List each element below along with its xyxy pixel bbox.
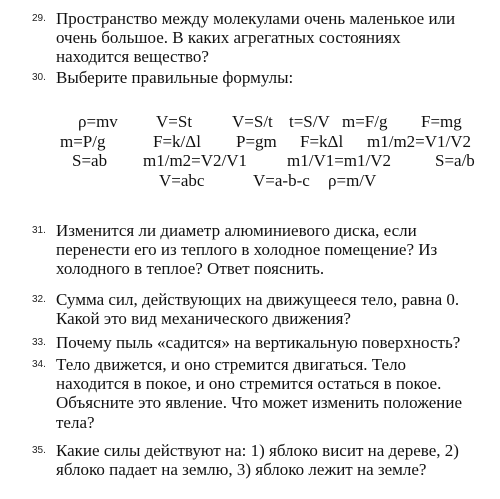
question-number: 35. <box>32 445 46 456</box>
formula-item: t=S/V <box>289 112 330 131</box>
question-line: тела? <box>56 412 95 432</box>
question-text <box>56 355 462 432</box>
formula-item: ρ=mv <box>78 112 118 131</box>
question-line: Какой это вид механического движения? <box>56 309 351 329</box>
formula-item: V=St <box>156 112 193 131</box>
question-line: находится вещество? <box>56 47 209 67</box>
formula-item: m1/m2=V2/V1 <box>143 151 248 170</box>
formula-item: V=a-b-c <box>253 170 310 190</box>
question-line: перенести его из теплого в холодное помещение? Из <box>56 240 438 260</box>
question-text <box>56 68 293 87</box>
question-line: Тело движется, и оно стремится двигаться. Тело <box>56 355 407 374</box>
formula-item: P=gm <box>236 131 277 151</box>
formula-item: F=kΔl <box>300 131 344 151</box>
question-line: очень большое. В каких агрегатных состояниях <box>56 28 401 48</box>
question-text <box>56 333 460 352</box>
question-number: 33. <box>32 337 46 348</box>
question-text <box>56 9 455 67</box>
question-text <box>56 441 459 479</box>
question-line: Изменится ли диаметр алюминиевого диска, если <box>56 221 417 240</box>
formula-item: S=a/b <box>435 151 475 170</box>
question-text <box>56 290 459 328</box>
question-line: Сумма сил, действующих на движущееся тело, равна 0. <box>56 290 460 309</box>
formula-item: S=ab <box>72 151 108 170</box>
question-number: 29. <box>32 13 46 24</box>
question-line: Почему пыль «садится» на вертикальную поверхность? <box>56 333 461 352</box>
question-number: 31. <box>32 225 46 236</box>
formula-item: ρ=m/V <box>328 170 377 190</box>
formula-item: m1/m2=V1/V2 <box>367 131 472 151</box>
question-line: Какие силы действуют на: 1) яблоко висит на дереве, 2) <box>56 441 459 460</box>
question-line: Объясните это явление. Что может изменить положение <box>56 393 463 413</box>
question-line: яблоко падает на землю, 3) яблоко лежит на земле? <box>56 460 427 480</box>
formula-item: V=S/t <box>232 112 273 131</box>
formula-item: F=k/Δl <box>153 131 201 151</box>
formula-item: V=abc <box>159 170 205 190</box>
question-line: находится в покое, и оно стремится остаться в покое. <box>56 374 442 394</box>
formula-item: m=F/g <box>342 112 388 131</box>
formula-item: m=P/g <box>60 131 106 151</box>
question-number: 32. <box>32 294 46 305</box>
question-line: Выберите правильные формулы: <box>56 68 294 87</box>
question-number: 34. <box>32 359 46 370</box>
question-text <box>56 221 437 279</box>
question-number: 30. <box>32 72 46 83</box>
formula-item: F=mg <box>421 112 462 131</box>
formula-item: m1/V1=m1/V2 <box>287 151 392 170</box>
question-line: Пространство между молекулами очень маленькое или <box>56 9 456 28</box>
question-line: холодного в теплое? Ответ пояснить. <box>56 259 325 279</box>
